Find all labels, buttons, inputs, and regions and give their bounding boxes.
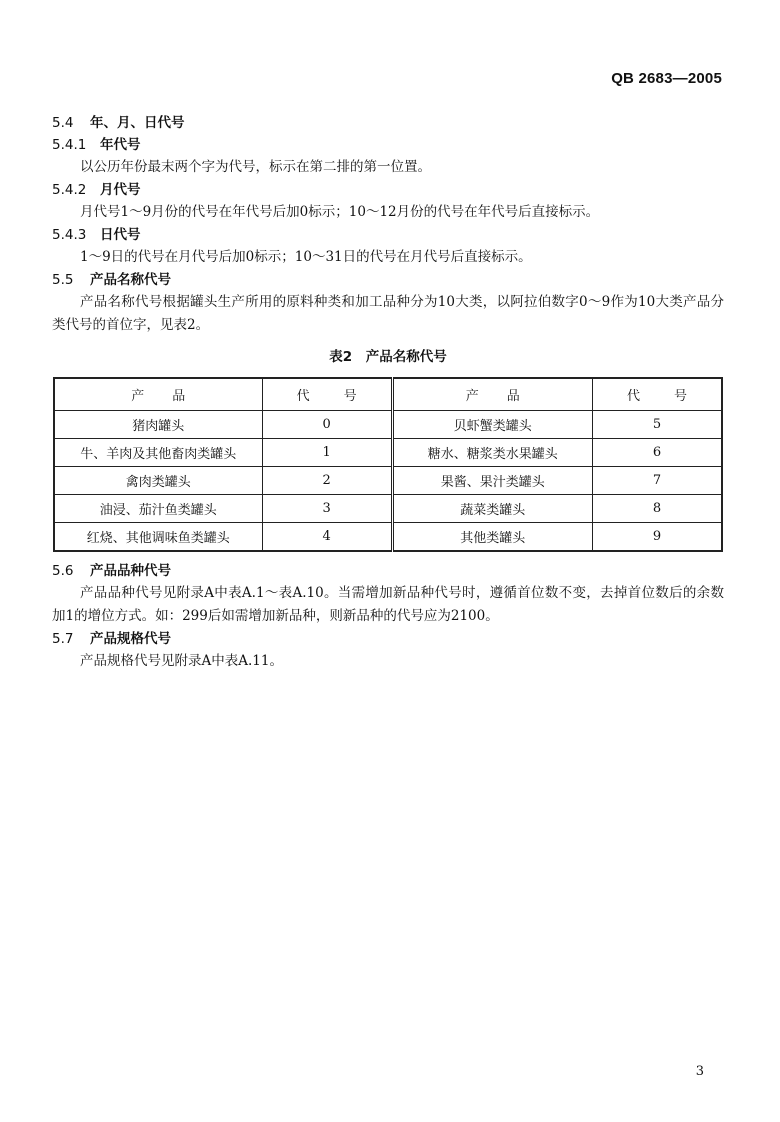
section-title: 年代号	[100, 137, 141, 153]
section-title: 月代号	[100, 182, 141, 198]
section-number: 5.4.1	[52, 137, 87, 153]
left-product: 油浸、茄汁鱼类罐头	[54, 495, 262, 523]
right-product: 糖水、糖浆类水果罐头	[392, 439, 592, 467]
table-row	[54, 523, 722, 552]
table-row	[54, 439, 722, 467]
section-number: 5.7	[52, 631, 74, 647]
section-5-7-text: 产品规格代号见附录A中表A.11。	[80, 653, 283, 669]
table-header-row	[54, 378, 722, 411]
section-5-4-1-text: 以公历年份最末两个字为代号，标示在第二排的第一位置。	[80, 159, 431, 175]
section-5-4-heading	[52, 112, 724, 134]
section-number: 5.5	[52, 272, 74, 288]
left-product: 禽肉类罐头	[54, 467, 262, 495]
left-product: 猪肉罐头	[54, 411, 262, 439]
header-product-left: 产品	[54, 378, 262, 411]
right-code: 5	[592, 411, 722, 439]
section-number: 5.4	[52, 115, 74, 131]
section-5-7-heading	[52, 628, 724, 650]
table-row	[54, 495, 722, 523]
right-product: 果酱、果汁类罐头	[392, 467, 592, 495]
section-number: 5.6	[52, 563, 74, 579]
right-product: 蔬菜类罐头	[392, 495, 592, 523]
section-number: 5.4.2	[52, 182, 87, 198]
right-product: 贝虾蟹类罐头	[392, 411, 592, 439]
left-product: 红烧、其他调味鱼类罐头	[54, 523, 262, 552]
document-body	[52, 112, 724, 673]
section-title: 产品规格代号	[90, 631, 171, 647]
right-code: 9	[592, 523, 722, 552]
after-table-block	[52, 560, 724, 673]
left-code: 4	[262, 523, 392, 552]
header-code-right: 代号	[592, 378, 722, 411]
table-row	[54, 467, 722, 495]
section-5-4-1-heading	[52, 134, 724, 156]
right-code: 8	[592, 495, 722, 523]
right-code: 6	[592, 439, 722, 467]
section-title: 日代号	[100, 227, 141, 243]
left-code: 0	[262, 411, 392, 439]
table-caption: 表2 产品名称代号	[329, 349, 447, 365]
section-title: 年、月、日代号	[90, 115, 185, 131]
section-5-5-text: 产品名称代号根据罐头生产所用的原料种类和加工品种分为10大类，以阿拉伯数字0～9作为10大类产品分类代号的首位字，见表2。	[52, 294, 724, 333]
page-number: 3	[695, 1064, 704, 1079]
section-5-4-2-text: 月代号1～9月份的代号在年代号后加0标示；10～12月份的代号在年代号后直接标示。	[80, 204, 600, 220]
table-row	[54, 411, 722, 439]
left-code: 1	[262, 439, 392, 467]
section-5-4-3-text: 1～9日的代号在月代号后加0标示；10～31日的代号在月代号后直接标示。	[80, 249, 532, 265]
standard-number: QB 2683—2005	[611, 70, 722, 87]
header-product-right: 产品	[392, 378, 592, 411]
section-title: 产品品种代号	[90, 563, 171, 579]
left-product: 牛、羊肉及其他畜肉类罐头	[54, 439, 262, 467]
left-code: 3	[262, 495, 392, 523]
header-code-left: 代号	[262, 378, 392, 411]
section-5-4-3-heading	[52, 224, 724, 246]
section-5-4-2-heading	[52, 179, 724, 201]
section-title: 产品名称代号	[90, 272, 171, 288]
section-5-5-heading	[52, 269, 724, 291]
left-code: 2	[262, 467, 392, 495]
section-5-6-text: 产品品种代号见附录A中表A.1～表A.10。当需增加新品种代号时，遵循首位数不变，去掉首位数后的余数加1的增位方式。如：299后如需增加新品种，则新品种的代号应为2100。	[52, 585, 724, 624]
right-product: 其他类罐头	[392, 523, 592, 552]
product-name-code-table	[53, 377, 723, 552]
section-5-6-heading	[52, 560, 724, 582]
section-number: 5.4.3	[52, 227, 87, 243]
right-code: 7	[592, 467, 722, 495]
